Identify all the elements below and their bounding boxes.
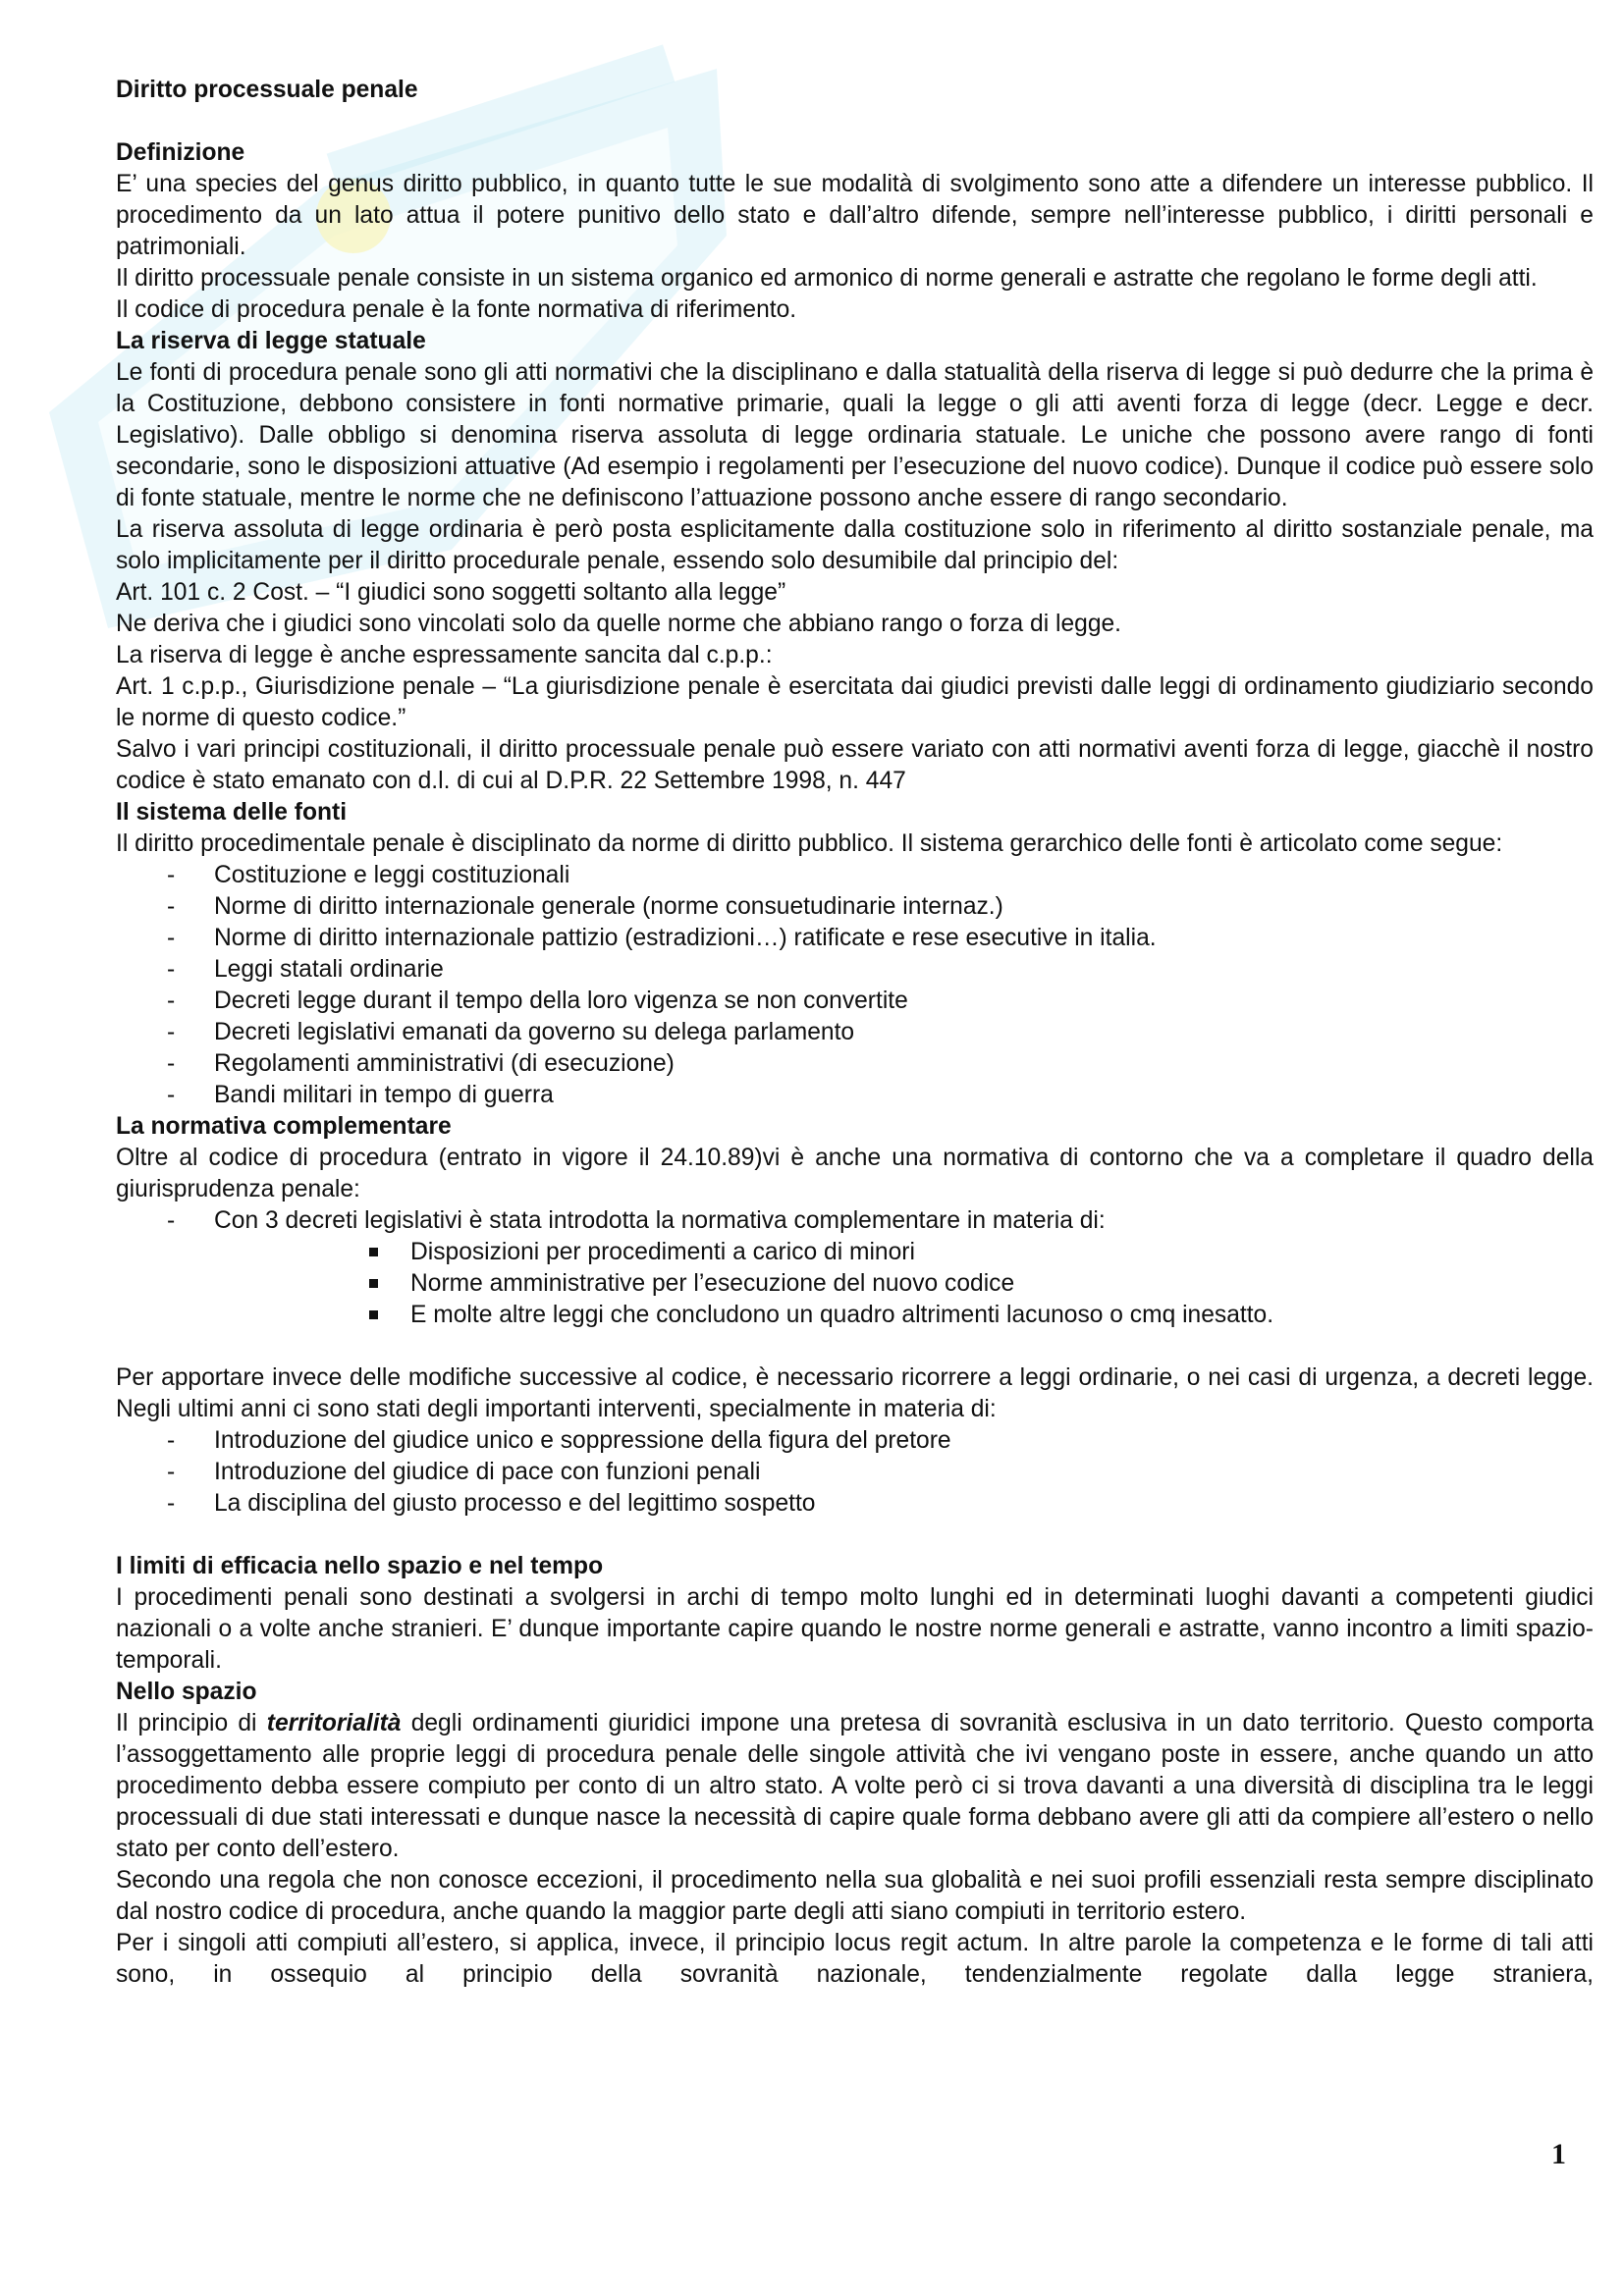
list-item: - Con 3 decreti legislativi è stata introdotta la normativa complementare in materia di: <box>116 1205 1594 1237</box>
heading-spazio: Nello spazio <box>116 1679 257 1705</box>
paragraph: Oltre al codice di procedura (entrato in vigore il 24.10.89)vi è anche una normativa di contorno che va a completare il quadro della giurisprudenza penale: <box>116 1145 1594 1202</box>
text-run: degli ordinamenti giuridici impone una pretesa di sovranità esclusiva in un dato territorio. Questo comporta l’assoggettamento alle proprie leggi di procedura penale delle singole attività che ivi vengano poste in essere, anche quando un atto procedimento debba essere compiuto per conto di un altro stato. A volte però ci si trova davanti a una diversità di disciplina tra le leggi processuali di due stati interessati e dunque nasce la necessità di capire quale forma debbano avere gli atti da compiere all’estero o nello stato per conto dell’estero. <box>116 1710 1595 1862</box>
paragraph: Salvo i vari principi costituzionali, il diritto processuale penale può essere variato con atti normativi aventi forza di legge, giacchè il nostro codice è stato emanato con d.l. di cui al D.P.R. 22 Settembre 1998, n. 447 <box>116 736 1594 794</box>
heading-definizione: Definizione <box>116 139 245 166</box>
page-number: 1 <box>1551 2138 1566 2170</box>
paragraph: I procedimenti penali sono destinati a svolgersi in archi di tempo molto lunghi ed in determinati luoghi davanti a competenti giudici nazionali o a volte anche stranieri. E’ dunque importante capire quando le nostre norme generali e astratte, vanno incontro a limiti spazio-temporali. <box>116 1584 1594 1674</box>
paragraph: E’ una species del genus diritto pubblico, in quanto tutte le sue modalità di svolgimento sono atte a difendere un interesse pubblico. Il procedimento da un lato attua il potere punitivo dello stato e dall’altro difende, sempre nell’interesse pubblico, i diritti personali e patrimoniali. <box>116 171 1594 260</box>
paragraph: Art. 101 c. 2 Cost. – “I giudici sono soggetti soltanto alla legge” <box>116 579 786 606</box>
heading-fonti: Il sistema delle fonti <box>116 799 348 826</box>
paragraph: Le fonti di procedura penale sono gli atti normativi che la disciplinano e dalla statualità della riserva di legge si può dedurre che la prima è la Costituzione, debbono consistere in fonti normative primarie, quali la legge o gli atti aventi forza di legge (decr. Legge e decr. Legislativo). Dalle obbligo si denomina riserva assoluta di legge ordinaria statuale. Le uniche che possono avere rango di fonti secondarie, sono le disposizioni attuative (Ad esempio i regolamenti per l’esecuzione del nuovo codice). Dunque il codice può essere solo di fonte statuale, mentre le norme che ne definiscono l’attuazione possono anche essere di rango secondario. <box>116 359 1594 511</box>
heading-limiti: I limiti di efficacia nello spazio e nel tempo <box>116 1553 604 1579</box>
list-item: E molte altre leggi che concludono un quadro altrimenti lacunoso o cmq inesatto. <box>116 1300 1594 1331</box>
list-item: - Decreti legislativi emanati da governo su delega parlamento <box>116 1017 1594 1048</box>
list-interventi <box>116 1425 1594 1520</box>
paragraph: Per i singoli atti compiuti all’estero, si applica, invece, il principio locus regit actum. In altre parole la competenza e le forme di tali atti sono, in ossequio al principio della sovranità nazionale, tendenzialmente regolate dalla legge straniera, <box>116 1930 1594 1988</box>
document-title: Diritto processuale penale <box>116 77 418 103</box>
list-fonti <box>116 860 1594 1111</box>
paragraph: Art. 1 c.p.p., Giurisdizione penale – “La giurisdizione penale è esercitata dai giudici previsti dalle leggi di ordinamento giudiziario secondo le norme di questo codice.” <box>116 673 1594 731</box>
list-item: - Bandi militari in tempo di guerra <box>116 1080 1594 1111</box>
list-decreti <box>116 1205 1594 1237</box>
emphasis-territorialita: territorialità <box>266 1710 402 1736</box>
list-item: - Norme di diritto internazionale generale (norme consuetudinarie internaz.) <box>116 891 1594 923</box>
list-item: - Regolamenti amministrativi (di esecuzione) <box>116 1048 1594 1080</box>
paragraph: Il diritto processuale penale consiste in un sistema organico ed armonico di norme generali e astratte che regolano le forme degli atti. <box>116 265 1538 292</box>
paragraph: Per apportare invece delle modifiche successive al codice, è necessario ricorrere a leggi ordinarie, o nei casi di urgenza, a decreti legge. Negli ultimi anni ci sono stati degli importanti interventi, specialmente in materia di: <box>116 1364 1594 1422</box>
list-item: - Introduzione del giudice unico e soppressione della figura del pretore <box>116 1425 1594 1457</box>
heading-riserva: La riserva di legge statuale <box>116 328 426 354</box>
list-item: Disposizioni per procedimenti a carico di minori <box>116 1237 1594 1268</box>
list-item: - Leggi statali ordinarie <box>116 954 1594 986</box>
list-item: - Norme di diritto internazionale pattizio (estradizioni…) ratificate e rese esecutive in italia. <box>116 923 1594 954</box>
list-item: - La disciplina del giusto processo e del legittimo sospetto <box>116 1488 1594 1520</box>
paragraph: Il codice di procedura penale è la fonte normativa di riferimento. <box>116 296 797 323</box>
sublist-materie <box>116 1237 1594 1331</box>
paragraph: La riserva di legge è anche espressamente sancita dal c.p.p.: <box>116 642 773 668</box>
paragraph: Secondo una regola che non conosce eccezioni, il procedimento nella sua globalità e nei suoi profili essenziali resta sempre disciplinato dal nostro codice di procedura, anche quando la maggior parte degli atti siano compiuti in territorio estero. <box>116 1867 1594 1925</box>
paragraph-territorialita <box>116 1708 1594 1865</box>
list-item: Norme amministrative per l’esecuzione del nuovo codice <box>116 1268 1594 1300</box>
paragraph: Ne deriva che i giudici sono vincolati solo da quelle norme che abbiano rango o forza di legge. <box>116 611 1122 637</box>
list-item: - Introduzione del giudice di pace con funzioni penali <box>116 1457 1594 1488</box>
list-item: - Decreti legge durant il tempo della loro vigenza se non convertite <box>116 986 1594 1017</box>
paragraph: Il diritto procedimentale penale è disciplinato da norme di diritto pubblico. Il sistema gerarchico delle fonti è articolato come segue: <box>116 830 1503 857</box>
document-body <box>116 75 1594 1991</box>
list-item: - Costituzione e leggi costituzionali <box>116 860 1594 891</box>
text-run: Il principio di <box>116 1710 267 1736</box>
heading-complementare: La normativa complementare <box>116 1113 452 1140</box>
paragraph: La riserva assoluta di legge ordinaria è però posta esplicitamente dalla costituzione solo in riferimento al diritto sostanziale penale, ma solo implicitamente per il diritto procedurale penale, essendo solo desumibile dal principio del: <box>116 516 1594 574</box>
